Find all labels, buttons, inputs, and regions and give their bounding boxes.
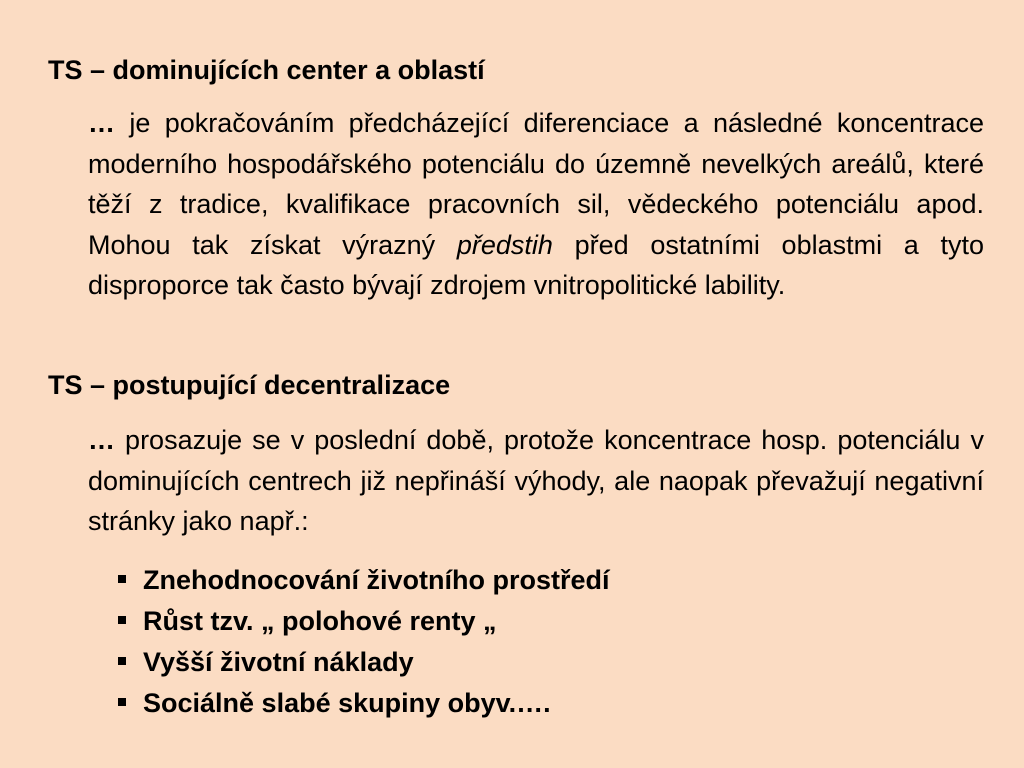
list-item bbox=[118, 642, 610, 683]
section2-heading: TS – postupující decentralizace bbox=[48, 370, 451, 400]
list-item bbox=[118, 560, 610, 601]
section1-text-before: je pokračováním předcházející diferenciace a následné koncentrace moderního hospodářského potenciálu do územně nevelkých areálů, které těží z tradice, kvalifikace pracovních sil, vědeckého potenciálu apod. Mohou tak získat výrazný bbox=[88, 108, 984, 260]
bullet-text: Znehodnocování životního prostředí bbox=[143, 565, 610, 595]
square-bullet-icon bbox=[118, 616, 126, 624]
list-item bbox=[118, 601, 610, 642]
square-bullet-icon bbox=[118, 657, 126, 665]
bullet-text: Sociálně slabé skupiny obyv.…. bbox=[143, 688, 551, 718]
section1-lead-ellipsis: … bbox=[88, 108, 115, 138]
section1-text-after: před ostatními oblastmi a tyto disproporce tak často bývají zdrojem vnitropolitické lability. bbox=[88, 229, 984, 300]
section2-lead-ellipsis: … bbox=[88, 425, 115, 455]
list-item bbox=[118, 683, 610, 724]
section1-paragraph bbox=[88, 103, 984, 306]
bullet-text: Vyšší životní náklady bbox=[143, 647, 414, 677]
section1-heading: TS – dominujících center a oblastí bbox=[48, 55, 485, 85]
section1-emphasis: předstih bbox=[456, 229, 553, 260]
bullet-list bbox=[118, 560, 610, 724]
section2-text: prosazuje se v poslední době, protože koncentrace hosp. potenciálu v dominujících centrech již nepřináší výhody, ale naopak převažují negativní stránky jako např.: bbox=[88, 425, 984, 536]
square-bullet-icon bbox=[118, 698, 126, 706]
section2-paragraph bbox=[88, 420, 984, 542]
bullet-text: Růst tzv. „ polohové renty „ bbox=[143, 606, 497, 636]
square-bullet-icon bbox=[118, 575, 126, 583]
